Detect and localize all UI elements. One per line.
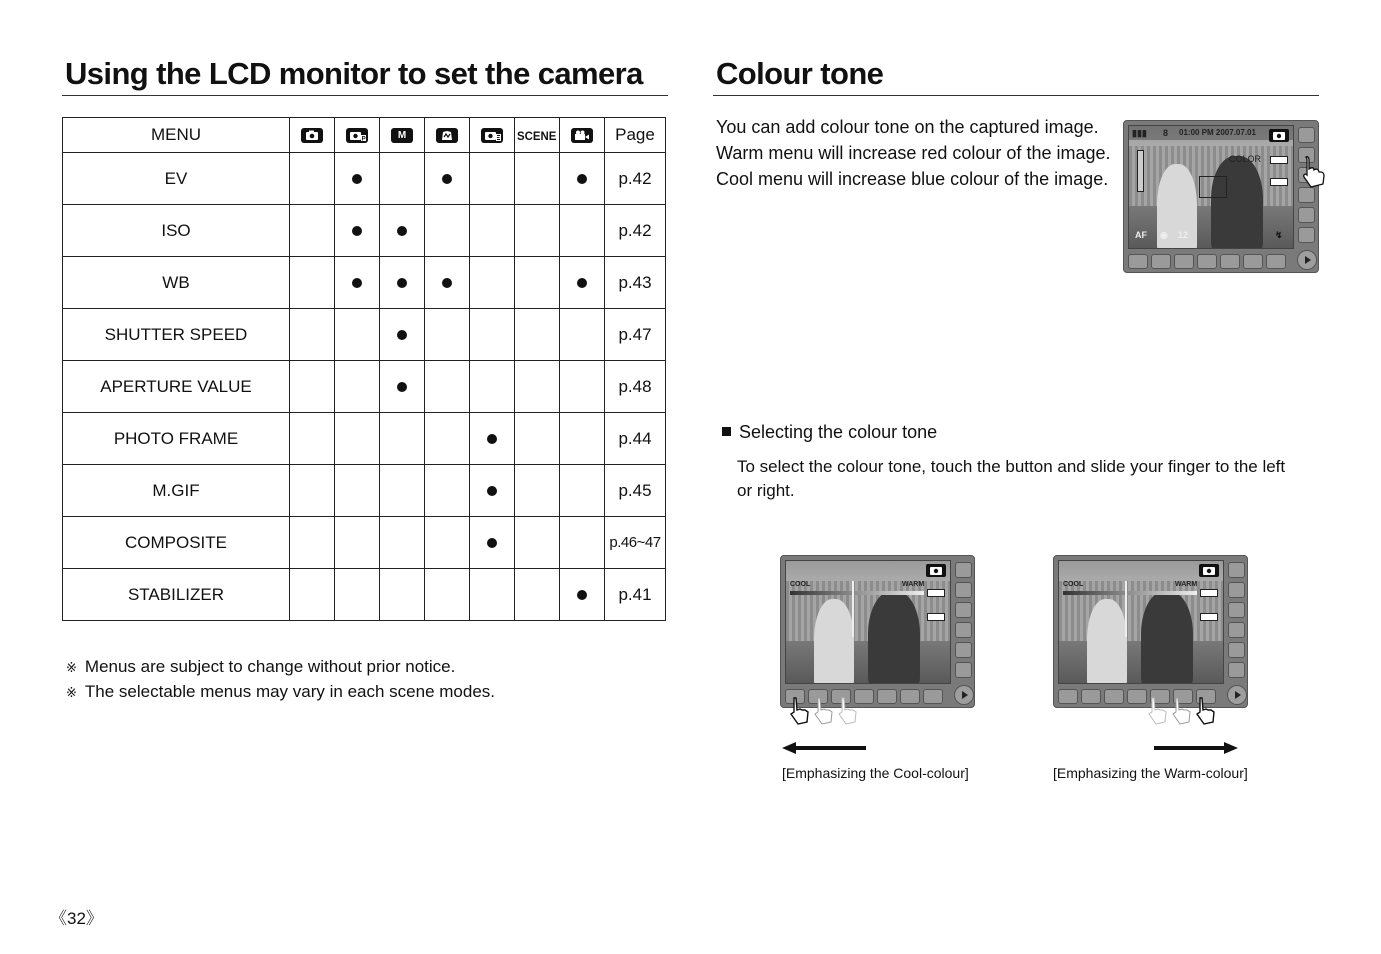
table-row — [63, 361, 666, 413]
available-dot-icon — [577, 278, 587, 288]
mode-cell — [425, 465, 470, 517]
mode-cell — [335, 257, 380, 309]
available-dot-icon — [487, 434, 497, 444]
available-dot-icon — [352, 226, 362, 236]
header-page: Page — [605, 118, 666, 153]
svg-text:P: P — [361, 136, 366, 143]
menu-cell: SHUTTER SPEED — [63, 309, 290, 361]
fun-mode-icon — [470, 118, 515, 153]
page-cell: p.48 — [605, 361, 666, 413]
mode-cell — [290, 465, 335, 517]
play-button — [1297, 250, 1317, 270]
mode-cell — [290, 517, 335, 569]
bottom-button — [1151, 254, 1171, 269]
battery-icon: ▮▮▮ — [1132, 128, 1147, 138]
camera-lcd-warm — [1053, 555, 1248, 708]
mode-cell — [560, 361, 605, 413]
bottom-button — [900, 689, 920, 704]
color-menu-label: COLOR — [1229, 154, 1262, 164]
mode-cell — [560, 153, 605, 205]
note-1 — [66, 657, 455, 677]
warm-label: WARM — [902, 581, 925, 588]
lcd-screen — [785, 560, 951, 684]
available-dot-icon — [442, 174, 452, 184]
mode-cell — [290, 257, 335, 309]
page-title-left: Using the LCD monitor to set the camera — [65, 56, 643, 91]
note-2 — [66, 682, 495, 702]
bottom-button — [1266, 254, 1286, 269]
available-dot-icon — [577, 590, 587, 600]
side-button — [955, 662, 972, 678]
play-button — [954, 685, 974, 705]
page-title-right: Colour tone — [716, 56, 884, 91]
bottom-button — [1081, 689, 1101, 704]
section-body: To select the colour tone, touch the button and slide your finger to the left or right. — [737, 457, 1286, 500]
camera-lcd-cool — [780, 555, 975, 708]
shot-count: 8 — [1163, 128, 1169, 138]
dis-mode-icon — [425, 118, 470, 153]
mode-cell — [335, 153, 380, 205]
mode-cell — [425, 205, 470, 257]
mode-cell — [380, 569, 425, 621]
flash-icon: ↯ — [1275, 230, 1283, 240]
mode-cell — [560, 569, 605, 621]
side-button — [1298, 127, 1315, 143]
mode-cell — [470, 309, 515, 361]
mode-cell — [425, 569, 470, 621]
side-button — [955, 562, 972, 578]
menu-cell: ISO — [63, 205, 290, 257]
caption-warm: [Emphasizing the Warm-colour] — [1053, 765, 1248, 781]
mode-cell — [560, 413, 605, 465]
mode-cell — [290, 569, 335, 621]
mode-cell — [425, 257, 470, 309]
mode-cell — [470, 153, 515, 205]
mode-cell — [515, 569, 560, 621]
mode-cell — [470, 413, 515, 465]
camera-mode-icon — [926, 564, 946, 577]
color-menu-indicator — [1270, 156, 1288, 164]
available-dot-icon — [397, 382, 407, 392]
mode-cell — [515, 465, 560, 517]
colour-slider-bar — [790, 591, 924, 595]
table-row — [63, 517, 666, 569]
colour-slider-bar — [1063, 591, 1197, 595]
mode-cell — [290, 309, 335, 361]
hand-swipe-left-icon — [788, 696, 868, 726]
table-row — [63, 413, 666, 465]
bottom-button — [1174, 254, 1194, 269]
cool-label: COOL — [790, 581, 811, 588]
mode-cell — [425, 309, 470, 361]
available-dot-icon — [487, 538, 497, 548]
camera-mode-icon — [1199, 564, 1219, 577]
camera-lcd-colour-menu — [1123, 120, 1319, 273]
menu-indicator — [1200, 613, 1218, 621]
date-time: 01:00 PM 2007.07.01 — [1179, 128, 1256, 137]
table-row — [63, 153, 666, 205]
mode-cell — [515, 309, 560, 361]
menu-indicator — [927, 589, 945, 597]
mode-cell — [335, 413, 380, 465]
hand-pointer-icon — [1300, 155, 1326, 189]
mode-cell — [515, 153, 560, 205]
menu-cell: WB — [63, 257, 290, 309]
mode-cell — [290, 205, 335, 257]
intro-text — [716, 114, 1111, 192]
intro-line: You can add colour tone on the captured image. — [716, 117, 1099, 137]
header-menu: MENU — [63, 118, 290, 153]
menu-cell: COMPOSITE — [63, 517, 290, 569]
mode-cell — [560, 465, 605, 517]
mode-cell — [425, 361, 470, 413]
caption-cool: [Emphasizing the Cool-colour] — [782, 765, 969, 781]
scene-mode-icon — [515, 118, 560, 153]
mode-cell — [380, 465, 425, 517]
bullet-square-icon — [722, 427, 731, 436]
menu-cell: PHOTO FRAME — [63, 413, 290, 465]
mode-cell — [470, 517, 515, 569]
page-number: 《32》 — [50, 909, 103, 928]
available-dot-icon — [442, 278, 452, 288]
available-dot-icon — [352, 278, 362, 288]
side-button — [1298, 207, 1315, 223]
manual-mode-icon — [380, 118, 425, 153]
mode-cell — [560, 309, 605, 361]
mode-cell — [470, 257, 515, 309]
mode-cell — [470, 465, 515, 517]
page-cell: p.44 — [605, 413, 666, 465]
bottom-button — [1058, 689, 1078, 704]
bride-figure — [1087, 599, 1127, 684]
timer-label: 12 — [1178, 230, 1189, 240]
play-button — [1227, 685, 1247, 705]
mode-cell — [290, 413, 335, 465]
side-button — [1298, 227, 1315, 243]
mode-cell — [335, 309, 380, 361]
mode-cell — [425, 153, 470, 205]
mode-cell — [380, 517, 425, 569]
mode-cell — [470, 205, 515, 257]
menu-cell: EV — [63, 153, 290, 205]
table-row — [63, 569, 666, 621]
mode-cell — [470, 361, 515, 413]
movie-mode-icon — [560, 118, 605, 153]
note-text: The selectable menus may vary in each scene modes. — [84, 682, 495, 701]
side-button — [1228, 562, 1245, 578]
mode-cell — [335, 569, 380, 621]
slider-marker — [1125, 581, 1127, 637]
page-cell: p.43 — [605, 257, 666, 309]
zoom-bar — [1137, 150, 1144, 192]
mode-cell — [560, 205, 605, 257]
intro-line: Warm menu will increase red colour of the image. — [716, 143, 1111, 163]
mode-cell — [380, 153, 425, 205]
bottom-button — [1220, 254, 1240, 269]
mode-cell — [425, 517, 470, 569]
available-dot-icon — [352, 174, 362, 184]
table-header-row — [63, 118, 666, 153]
mode-cell — [335, 205, 380, 257]
mode-cell — [470, 569, 515, 621]
bottom-button — [877, 689, 897, 704]
side-button — [955, 602, 972, 618]
mode-cell — [560, 517, 605, 569]
bottom-button — [1243, 254, 1263, 269]
groom-figure — [1141, 591, 1193, 684]
mode-cell — [335, 465, 380, 517]
scene-label: SCENE — [517, 129, 557, 143]
side-button — [1228, 602, 1245, 618]
table-row — [63, 309, 666, 361]
side-button — [955, 622, 972, 638]
mode-cell — [290, 153, 335, 205]
title-rule-right — [713, 95, 1319, 96]
warm-label: WARM — [1175, 581, 1198, 588]
af-label: AF — [1135, 230, 1147, 240]
cool-label: COOL — [1063, 581, 1084, 588]
bride-figure — [814, 599, 854, 684]
page-cell: p.47 — [605, 309, 666, 361]
side-button — [1228, 642, 1245, 658]
side-button — [1228, 662, 1245, 678]
side-button — [955, 582, 972, 598]
page-cell: p.45 — [605, 465, 666, 517]
mode-cell — [515, 413, 560, 465]
camera-auto-icon — [290, 118, 335, 153]
page-cell: p.41 — [605, 569, 666, 621]
mode-cell — [515, 361, 560, 413]
slider-marker — [852, 581, 854, 637]
mode-cell — [335, 517, 380, 569]
table-row — [63, 257, 666, 309]
title-rule-left — [62, 95, 668, 96]
note-mark: ※ — [66, 685, 77, 700]
available-dot-icon — [577, 174, 587, 184]
menu-table — [62, 117, 666, 621]
section-heading — [722, 422, 937, 443]
mode-cell — [380, 413, 425, 465]
groom-figure — [868, 591, 920, 684]
side-button — [955, 642, 972, 658]
menu-indicator — [1270, 178, 1288, 186]
mode-cell — [380, 257, 425, 309]
menu-cell: STABILIZER — [63, 569, 290, 621]
bottom-button — [1128, 254, 1148, 269]
menu-cell: APERTURE VALUE — [63, 361, 290, 413]
menu-indicator — [927, 613, 945, 621]
menu-indicator — [1200, 589, 1218, 597]
lcd-screen — [1128, 125, 1294, 249]
camera-mode-icon — [1269, 129, 1289, 142]
section-heading-text: Selecting the colour tone — [739, 422, 938, 442]
available-dot-icon — [487, 486, 497, 496]
mode-cell — [380, 205, 425, 257]
eye-icon: ◉ — [1160, 230, 1168, 240]
mode-cell — [290, 361, 335, 413]
mode-cell — [335, 361, 380, 413]
page-cell: p.42 — [605, 153, 666, 205]
hand-swipe-right-icon — [1140, 696, 1220, 726]
camera-program-icon — [335, 118, 380, 153]
menu-cell: M.GIF — [63, 465, 290, 517]
mode-cell — [425, 413, 470, 465]
manual-label: M — [391, 128, 413, 143]
intro-line: Cool menu will increase blue colour of the image. — [716, 169, 1109, 189]
af-frame — [1199, 176, 1227, 198]
bottom-button — [1104, 689, 1124, 704]
side-button — [1298, 187, 1315, 203]
arrow-left-icon — [780, 740, 870, 756]
arrow-right-icon — [1150, 740, 1240, 756]
mode-cell — [515, 257, 560, 309]
lcd-screen — [1058, 560, 1224, 684]
available-dot-icon — [397, 278, 407, 288]
groom-figure — [1211, 156, 1263, 249]
bottom-button — [1197, 254, 1217, 269]
mode-cell — [515, 517, 560, 569]
table-row — [63, 205, 666, 257]
note-text: Menus are subject to change without prior notice. — [84, 657, 456, 676]
page-cell: p.42 — [605, 205, 666, 257]
mode-cell — [560, 257, 605, 309]
table-row — [63, 465, 666, 517]
available-dot-icon — [397, 330, 407, 340]
mode-cell — [515, 205, 560, 257]
side-button — [1228, 622, 1245, 638]
mode-cell — [380, 309, 425, 361]
note-mark: ※ — [66, 660, 77, 675]
side-button — [1228, 582, 1245, 598]
available-dot-icon — [397, 226, 407, 236]
page-cell: p.46~47 — [605, 517, 666, 569]
mode-cell — [380, 361, 425, 413]
bottom-button — [923, 689, 943, 704]
